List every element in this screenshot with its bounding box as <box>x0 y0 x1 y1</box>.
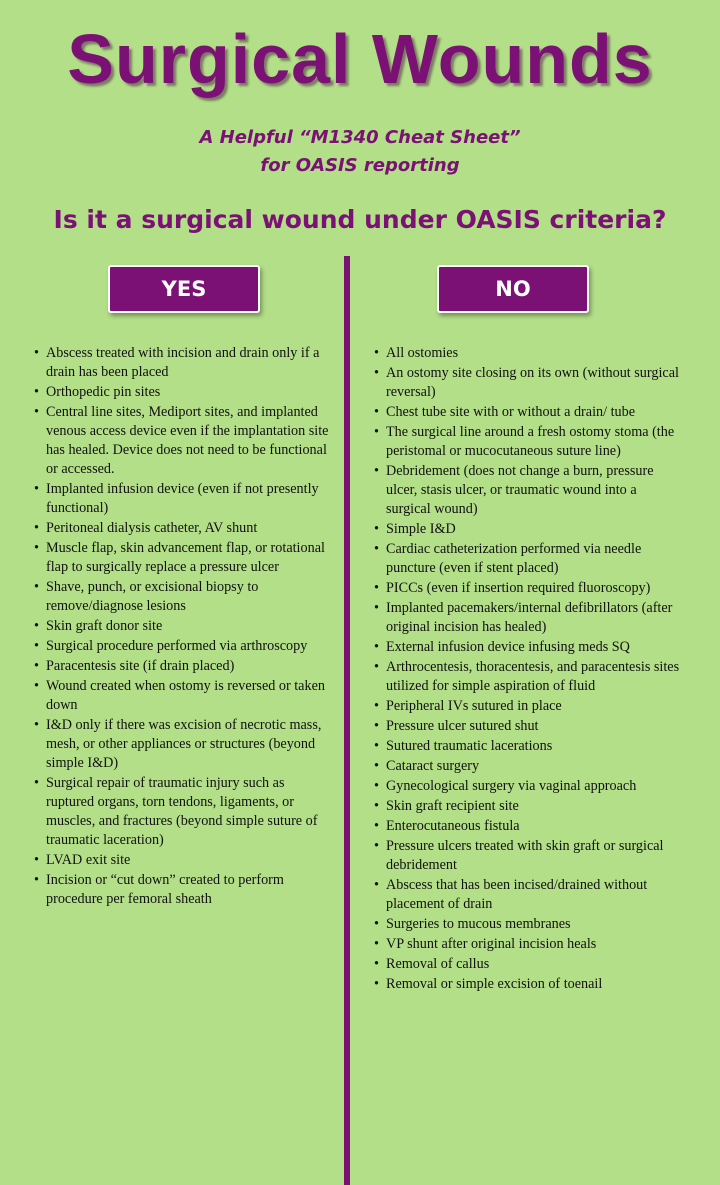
list-item: • Simple I&D <box>372 520 684 539</box>
list-item: • External infusion device infusing meds SQ <box>372 638 684 657</box>
list-item: • VP shunt after original incision heals <box>372 935 684 954</box>
subtitle-line-1: A Helpful “M1340 Cheat Sheet” <box>199 127 521 148</box>
list-item: • I&D only if there was excision of necrotic mass, mesh, or other appliances or structures (beyond simple I&D) <box>32 716 332 773</box>
no-badge: NO <box>437 265 589 313</box>
yes-badge: YES <box>108 265 260 313</box>
list-item: • Central line sites, Mediport sites, and implanted venous access device even if the implantation site has healed. Device does not need to be functional or accessed. <box>32 403 332 479</box>
list-item: • Pressure ulcer sutured shut <box>372 717 684 736</box>
page-title: Surgical Wounds <box>67 20 653 98</box>
list-item: • LVAD exit site <box>32 851 332 870</box>
list-item: • Pressure ulcers treated with skin graft or surgical debridement <box>372 837 684 875</box>
list-item: • Implanted pacemakers/internal defibrillators (after original incision has healed) <box>372 599 684 637</box>
list-item: • Skin graft donor site <box>32 617 332 636</box>
list-item: • Removal or simple excision of toenail <box>372 975 684 994</box>
list-item: • Gynecological surgery via vaginal approach <box>372 777 684 796</box>
list-item: • All ostomies <box>372 344 684 363</box>
list-item: • Incision or “cut down” created to perform procedure per femoral sheath <box>32 871 332 909</box>
list-item: • Sutured traumatic lacerations <box>372 737 684 756</box>
list-item: • Muscle flap, skin advancement flap, or rotational flap to surgically replace a pressure ulcer <box>32 539 332 577</box>
subtitle <box>0 124 720 180</box>
list-item: • Cardiac catheterization performed via needle puncture (even if stent placed) <box>372 540 684 578</box>
list-item: • Implanted infusion device (even if not presently functional) <box>32 480 332 518</box>
list-item: • Surgeries to mucous membranes <box>372 915 684 934</box>
list-item: • Surgical procedure performed via arthroscopy <box>32 637 332 656</box>
list-item: • Abscess treated with incision and drain only if a drain has been placed <box>32 344 332 382</box>
list-item: • Orthopedic pin sites <box>32 383 332 402</box>
list-item: • Surgical repair of traumatic injury such as ruptured organs, torn tendons, ligaments, or muscles, and fractures (beyond simple suture of traumatic laceration) <box>32 774 332 850</box>
list-item: • Chest tube site with or without a drain/ tube <box>372 403 684 422</box>
list-item: • Shave, punch, or excisional biopsy to remove/diagnose lesions <box>32 578 332 616</box>
question-heading: Is it a surgical wound under OASIS criteria? <box>53 205 667 234</box>
list-item: • Removal of callus <box>372 955 684 974</box>
list-item: • Abscess that has been incised/drained without placement of drain <box>372 876 684 914</box>
list-item: • The surgical line around a fresh ostomy stoma (the peristomal or mucocutaneous suture line) <box>372 423 684 461</box>
list-item: • Peritoneal dialysis catheter, AV shunt <box>32 519 332 538</box>
list-item: • Paracentesis site (if drain placed) <box>32 657 332 676</box>
subtitle-line-2: for OASIS reporting <box>260 155 460 176</box>
yes-list <box>32 344 332 910</box>
list-item: • Enterocutaneous fistula <box>372 817 684 836</box>
list-item: • PICCs (even if insertion required fluoroscopy) <box>372 579 684 598</box>
column-divider <box>344 256 350 1185</box>
list-item: • An ostomy site closing on its own (without surgical reversal) <box>372 364 684 402</box>
no-list <box>372 344 684 995</box>
list-item: • Peripheral IVs sutured in place <box>372 697 684 716</box>
list-item: • Debridement (does not change a burn, pressure ulcer, stasis ulcer, or traumatic wound into a surgical wound) <box>372 462 684 519</box>
list-item: • Cataract surgery <box>372 757 684 776</box>
list-item: • Arthrocentesis, thoracentesis, and paracentesis sites utilized for simple aspiration of fluid <box>372 658 684 696</box>
list-item: • Wound created when ostomy is reversed or taken down <box>32 677 332 715</box>
list-item: • Skin graft recipient site <box>372 797 684 816</box>
